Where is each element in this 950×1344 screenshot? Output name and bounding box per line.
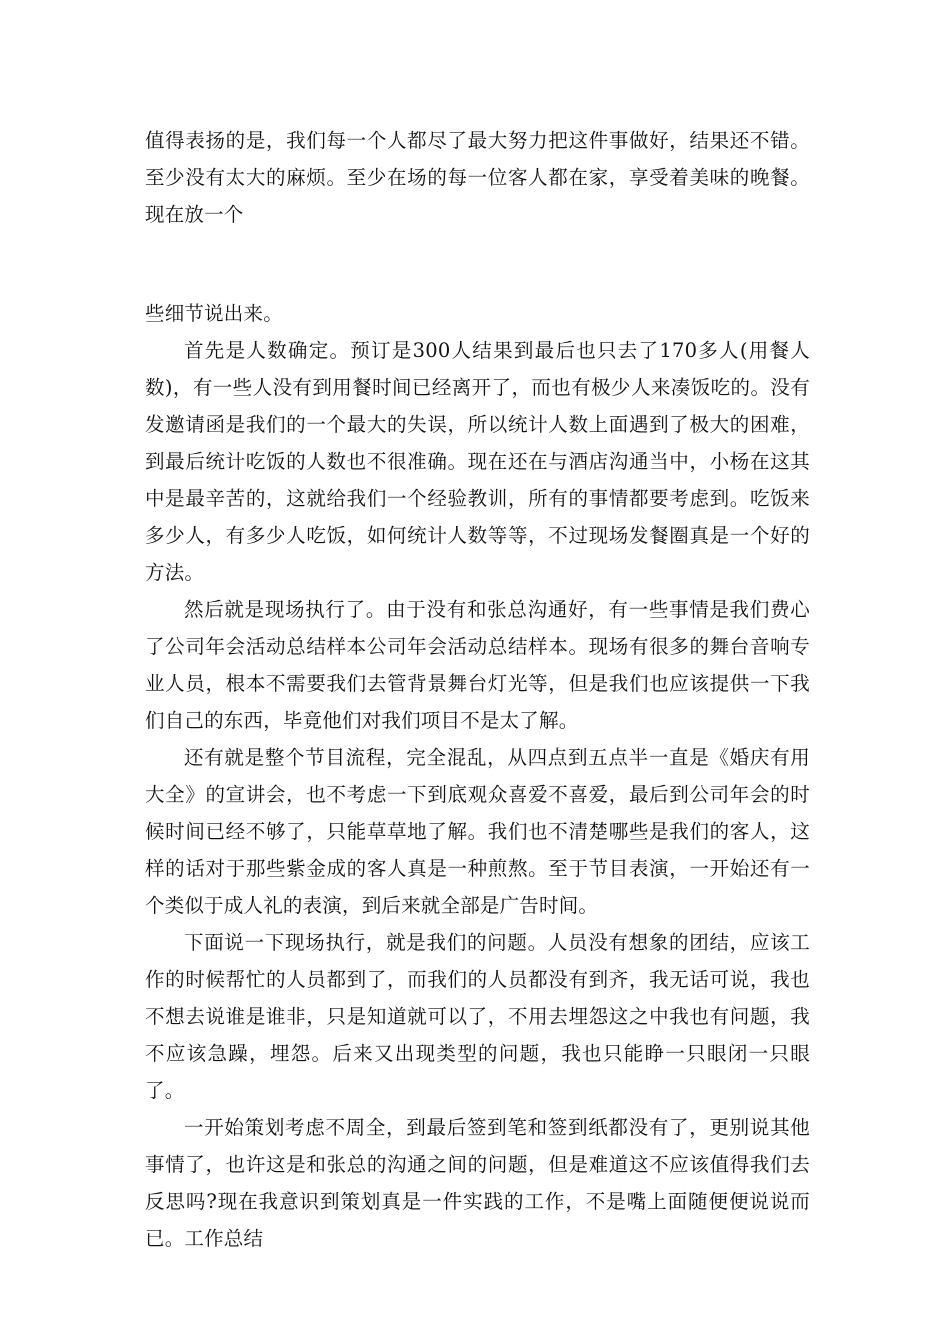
- paragraph-headcount: 首先是人数确定。预订是300人结果到最后也只去了170多人(用餐人数)，有一些人没有到用餐时间已经离开了，而也有极少人来凑饭吃的。没有发邀请函是我们的一个最大的失误，所以统计人数上面遇到了极大的困难，到最后统计吃饭的人数也不很准确。现在还在与酒店沟通当中，小杨在这其中是最辛苦的，这就给我们一个经验教训，所有的事情都要考虑到。吃饭来多少人，有多少人吃饭，如何统计人数等等，不过现场发餐圈真是一个好的方法。: [145, 339, 810, 584]
- paragraph-onsite-execution: 然后就是现场执行了。由于没有和张总沟通好，有一些事情是我们费心了公司年会活动总结样本公司年会活动总结样本。现场有很多的舞台音响专业人员，根本不需要我们去管背景舞台灯光等，但是我们也应该提供一下我们自己的东西，毕竟他们对我们项目不是太了解。: [145, 598, 810, 732]
- paragraph-top: 值得表扬的是，我们每一个人都尽了最大努力把这件事做好，结果还不错。至少没有太大的麻烦。至少在场的每一位客人都在家，享受着美味的晚餐。现在放一个: [145, 129, 810, 226]
- paragraph-program-flow: 还有就是整个节目流程，完全混乱，从四点到五点半一直是《婚庆有用大全》的宣讲会，也不考虑一下到底观众喜爱不喜爱，最后到公司年会的时候时间已经不够了，只能草草地了解。我们也不清楚哪些是我们的客人，这样的话对于那些紫金成的客人真是一种煎熬。至于节目表演，一开始还有一个类似于成人礼的表演，到后来就全部是广告时间。: [145, 746, 810, 917]
- paragraph-continuation: 些细节说出来。: [145, 302, 283, 325]
- paragraph-team-issues: 下面说一下现场执行，就是我们的问题。人员没有想象的团结，应该工作的时候帮忙的人员都到了，而我们的人员都没有到齐，我无话可说，我也不想去说谁是谁非，只是知道就可以了，不用去埋怨这之中我也有问题，我不应该急躁，埋怨。后来又出现类型的问题，我也只能睁一只眼闭一只眼了。: [145, 931, 810, 1102]
- paragraph-planning-reflection: 一开始策划考虑不周全，到最后签到笔和签到纸都没有了，更别说其他事情了，也许这是和张总的沟通之间的问题，但是难道这不应该值得我们去反思吗?现在我意识到策划真是一件实践的工作，不是嘴上面随便便说说而已。工作总结: [145, 1116, 810, 1250]
- document-main-section: [145, 295, 810, 1257]
- document-top-section: [145, 122, 810, 233]
